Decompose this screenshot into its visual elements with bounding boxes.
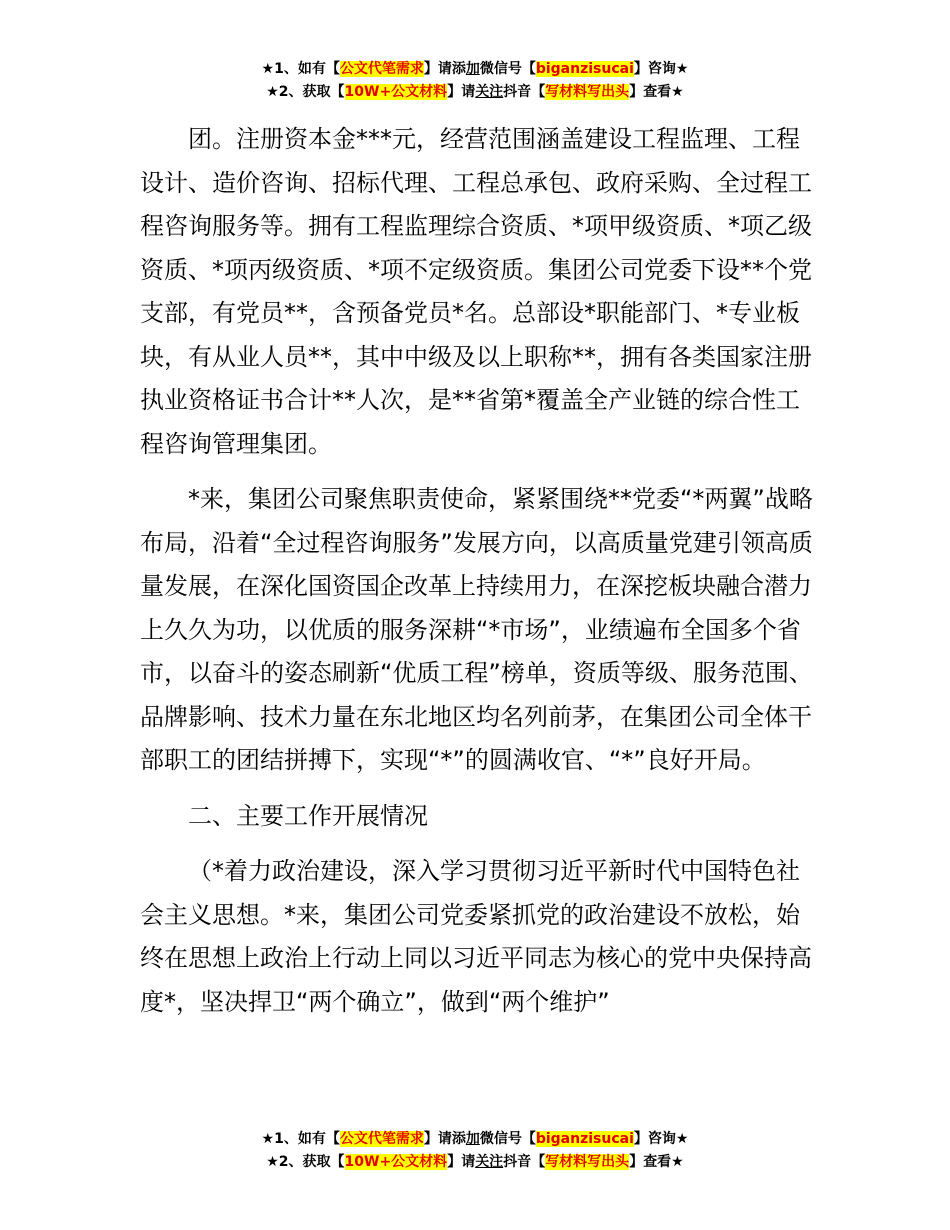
ad-bracket: 【	[531, 84, 546, 100]
ad-text: 请	[461, 1154, 476, 1170]
section-heading: 二、主要工作开展情况	[188, 801, 428, 830]
ad-text: 微信号	[479, 1131, 522, 1147]
ad-bracket: 【	[325, 1131, 340, 1147]
ad-line-2	[0, 81, 950, 104]
body-paragraph-3: （*着力政治建设，深入学习贯彻习近平新时代中国特色社会主义思想。*来，集团公司党委紧抓党的政治建设不放松，始终在思想上政治上行动上同以习近平同志为核心的党中央保持高度*，坚决捍卫“两个确立”，做到“两个维护”	[140, 857, 812, 1016]
ad-text: 查看★	[643, 84, 684, 100]
ad-bracket: 】	[629, 1154, 644, 1170]
ad-bracket: 【	[330, 1154, 345, 1170]
ad-highlight-service: 公文代笔需求	[339, 61, 424, 77]
ad-underlined-text: 加	[465, 1131, 480, 1147]
ad-highlight-douyin-id: 写材料写出头	[545, 1154, 630, 1170]
ad-bracket: 【	[325, 61, 340, 77]
document-body	[140, 118, 818, 1024]
ad-text: ★1、如有	[261, 1131, 326, 1147]
ad-bracket: 】	[423, 1131, 438, 1147]
ad-text: 请	[461, 84, 476, 100]
bottom-ad-banner	[0, 1128, 950, 1174]
ad-text: 抖音	[503, 1154, 532, 1170]
ad-text: 请添	[437, 61, 466, 77]
ad-highlight-wechat-id: biganzisucai	[535, 1131, 634, 1147]
ad-bracket: 【	[521, 61, 536, 77]
ad-line-1	[0, 58, 950, 81]
body-paragraph-2: *来，集团公司聚焦职责使命，紧紧围绕**党委“*两翼”战略布局，沿着“全过程咨询服务”发展方向，以高质量党建引领高质量发展，在深化国资国企改革上持续用力，在深挖板块融合潜力上久久为功，以优质的服务深耕“*市场”，业绩遍布全国多个省市，以奋斗的姿态刷新“优质工程”榜单，资质等级、服务范围、品牌影响、技术力量在东北地区均名列前茅，在集团公司全体干部职工的团结拼搏下，实现“*”的圆满收官、“*”良好开局。	[140, 485, 813, 774]
ad-text: 咨询★	[647, 1131, 689, 1147]
ad-text: 微信号	[479, 61, 522, 77]
ad-bracket: 【	[521, 1131, 536, 1147]
ad-highlight-douyin-id: 写材料写出头	[545, 84, 630, 100]
ad-text: 请添	[437, 1131, 466, 1147]
ad-bracket: 】	[629, 84, 644, 100]
ad-text: 咨询★	[647, 61, 689, 77]
ad-text: ★2、获取	[266, 84, 331, 100]
ad-bracket: 【	[531, 1154, 546, 1170]
ad-bracket: 】	[633, 61, 648, 77]
ad-highlight-materials: 10W+公文材料	[344, 1154, 448, 1170]
ad-line-2	[0, 1151, 950, 1174]
ad-underlined-text: 关注	[475, 84, 504, 100]
ad-text: 抖音	[503, 84, 532, 100]
ad-underlined-text: 加	[465, 61, 480, 77]
ad-line-1	[0, 1128, 950, 1151]
ad-bracket: 】	[633, 1131, 648, 1147]
ad-text: 查看★	[643, 1154, 684, 1170]
ad-bracket: 】	[447, 1154, 462, 1170]
ad-highlight-wechat-id: biganzisucai	[535, 61, 634, 77]
ad-bracket: 【	[330, 84, 345, 100]
ad-highlight-materials: 10W+公文材料	[344, 84, 448, 100]
ad-underlined-text: 关注	[475, 1154, 504, 1170]
ad-text: ★1、如有	[261, 61, 326, 77]
ad-bracket: 】	[423, 61, 438, 77]
top-ad-banner	[0, 58, 950, 104]
ad-text: ★2、获取	[266, 1154, 331, 1170]
ad-bracket: 】	[447, 84, 462, 100]
body-paragraph-1: 团。注册资本金***元，经营范围涵盖建设工程监理、工程设计、造价咨询、招标代理、工程总承包、政府采购、全过程工程咨询服务等。拥有工程监理综合资质、*项甲级资质、*项乙级资质、*项丙级资质、*项不定级资质。集团公司党委下设**个党支部，有党员**，含预备党员*名。总部设*职能部门、*专业板块，有从业人员**，其中中级及以上职称**，拥有各类国家注册执业资格证书合计**人次，是**省第*覆盖全产业链的综合性工程咨询管理集团。	[140, 125, 812, 458]
ad-highlight-service: 公文代笔需求	[339, 1131, 424, 1147]
